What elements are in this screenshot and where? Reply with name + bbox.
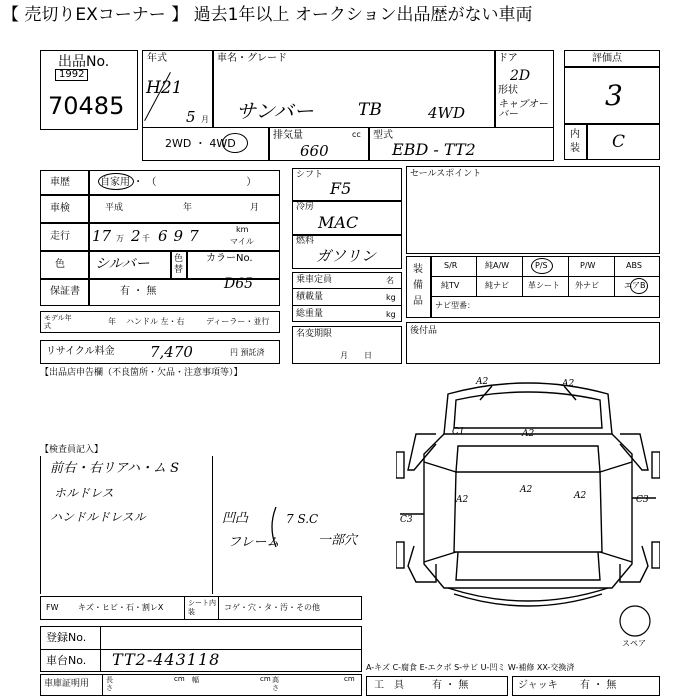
inspection-era: 平成 xyxy=(105,203,124,213)
inspector-note-6: 7 S.C xyxy=(286,512,319,526)
modelyear-label: モデル年式 xyxy=(44,314,72,330)
interior-value: C xyxy=(612,132,626,152)
fw-seat-items: コゲ・穴・タ・汚・その他 xyxy=(224,603,320,612)
color-no-label: カラーNo. xyxy=(206,253,253,264)
ac-value: MAC xyxy=(318,213,359,232)
chassis-value: TT2-443118 xyxy=(112,650,221,669)
car-name: サンバー xyxy=(236,99,314,123)
shape-label: 形状 xyxy=(498,85,518,96)
color-no-value: D65 xyxy=(224,276,254,292)
chassis-label: 車台No. xyxy=(46,654,87,667)
cert-len: 長さ xyxy=(106,676,113,692)
fw-label: FW xyxy=(46,603,59,612)
cert-wid-unit: cm xyxy=(260,675,271,683)
mileage-rest: 697 xyxy=(158,227,205,245)
capacity-unit: 名 xyxy=(386,276,394,285)
mark-a2-6: A2 xyxy=(574,491,587,501)
cert-hgt-unit: cm xyxy=(344,675,355,683)
mileage-sen: 2 xyxy=(131,227,141,245)
rating-label: 評価点 xyxy=(592,53,622,64)
mileage-sen-unit: 千 xyxy=(142,234,150,243)
equip-airbag-circle xyxy=(630,278,648,294)
displacement-unit: cc xyxy=(352,130,361,139)
equip-abs: ABS xyxy=(626,261,642,270)
car-label: 車名・グレード xyxy=(217,53,287,64)
inspector-header: 【検査員記入】 xyxy=(40,445,104,455)
equip-ps: P/S xyxy=(535,261,548,270)
fuel-value: ガソリン xyxy=(316,247,377,265)
bracket-mark xyxy=(266,505,278,549)
inspector-note-3: ハンドルドレスル xyxy=(50,510,146,524)
shift-value: F5 xyxy=(330,179,352,198)
mileage-label: 走行 xyxy=(50,231,70,242)
history-value: 自家用 ・ （ ） xyxy=(100,177,257,188)
drive-options: 2WD ・ 4WD xyxy=(165,137,236,150)
equip-tv: 純TV xyxy=(441,281,460,290)
rating-value: 3 xyxy=(605,79,623,112)
color-label: 色 xyxy=(55,259,65,270)
color-value: シルバー xyxy=(95,256,150,272)
mark-a2-3: A2 xyxy=(522,429,535,439)
warranty-value: 有 ・ 無 xyxy=(120,286,157,297)
modelyear-year: 年 xyxy=(108,317,116,326)
modelyear-handle: ハンドル 左・右 xyxy=(126,317,185,326)
year-label: 年式 xyxy=(147,53,167,64)
interior-label: 内装 xyxy=(570,129,580,154)
mileage-man-unit: 万 xyxy=(116,234,124,243)
color-change-label: 色替 xyxy=(174,254,184,275)
jack-label: ジャッキ xyxy=(518,680,558,691)
weight-label: 総重量 xyxy=(296,309,324,319)
inspection-year: 年 xyxy=(183,203,193,213)
inspector-note-7: 一部穴 xyxy=(318,533,358,548)
mark-c1: C1 xyxy=(452,427,465,437)
inspection-label: 車検 xyxy=(50,203,70,214)
equip-aw: 純A/W xyxy=(485,261,510,270)
deadline-label: 名変期限 xyxy=(296,329,333,339)
inspector-note-5: フレーム xyxy=(228,535,280,550)
fw-seat-label: シート内装 xyxy=(188,599,216,616)
lot-label: 出品No. xyxy=(58,54,110,70)
cert-wid: 幅 xyxy=(192,676,199,684)
mark-a2-5: A2 xyxy=(456,495,469,505)
history-circle xyxy=(98,173,134,190)
door-value: 2D xyxy=(510,68,531,84)
banner-title: 【 売切りEXコーナー 】 過去1年以上 オークション出品歴がない車両 xyxy=(2,5,533,25)
spare-tire-icon xyxy=(618,604,652,638)
displacement-value: 660 xyxy=(300,142,329,160)
car-drive: 4WD xyxy=(428,104,465,122)
inspection-month: 月 xyxy=(250,203,260,213)
load-unit: kg xyxy=(386,293,396,302)
lot-number: 70485 xyxy=(48,92,125,120)
year-month-unit: 月 xyxy=(201,115,209,124)
recycle-unit: 円 預託済 xyxy=(230,348,265,357)
displacement-label: 排気量 xyxy=(273,130,303,141)
attach-box xyxy=(406,322,660,364)
cert-label: 車庫証明用 xyxy=(44,679,90,689)
model-value: EBD - TT2 xyxy=(392,140,476,159)
mileage-man: 17 xyxy=(92,227,112,245)
attach-label: 後付品 xyxy=(410,326,438,336)
equipment-grid xyxy=(431,256,660,318)
sales-box xyxy=(406,166,660,254)
equip-ps-circle xyxy=(531,258,553,274)
recycle-label: リサイクル料金 xyxy=(46,346,115,357)
door-label: ドア xyxy=(498,53,518,64)
load-label: 積載量 xyxy=(296,292,324,302)
weight-unit: kg xyxy=(386,310,396,319)
jack-value: 有 ・ 無 xyxy=(580,680,617,691)
cert-len-unit: cm xyxy=(174,675,185,683)
sales-label: セールスポイント xyxy=(410,169,482,179)
year-month: 5 xyxy=(186,108,196,126)
car-diagram xyxy=(396,374,660,636)
cert-hgt: 高さ xyxy=(272,676,279,692)
equip-pw: P/W xyxy=(580,261,596,270)
equip-extnavi: 外ナビ xyxy=(575,281,599,290)
lot-sub: 1992 xyxy=(55,69,88,81)
spare-label: スペア xyxy=(622,639,646,648)
fuel-label: 燃料 xyxy=(296,236,315,246)
inspector-note-4: 凹凸 xyxy=(222,511,249,526)
year-era: H21 xyxy=(146,78,183,98)
fw-items: キズ・ヒビ・石・割レX xyxy=(78,603,164,612)
mark-a2-1: A2 xyxy=(476,377,489,387)
shape-value: キャブオーバー xyxy=(498,99,548,120)
history-label: 車歴 xyxy=(50,177,70,188)
notes-header: 【出品店申告欄（不良箇所・欠品・注意事項等）】 xyxy=(40,368,243,378)
shift-label: シフト xyxy=(296,170,324,180)
model-label: 型式 xyxy=(373,130,393,141)
mileage-km: km xyxy=(236,225,249,234)
modelyear-dealer: ディーラー・並行 xyxy=(206,317,270,326)
equip-navi: 純ナビ xyxy=(485,281,509,290)
recycle-value: 7,470 xyxy=(150,343,193,361)
capacity-label: 乗車定員 xyxy=(296,275,333,285)
warranty-label: 保証書 xyxy=(50,286,80,297)
drive-circle xyxy=(222,133,248,153)
deadline-unit: 月 日 xyxy=(340,351,372,360)
mark-c3-right: C3 xyxy=(636,495,649,505)
equipment-label: 装備品 xyxy=(413,264,423,307)
legend: A-キズ C-腐食 E-エクボ S-サビ U-凹ミ W-補修 XX-交換済 xyxy=(366,663,575,672)
mark-a2-4: A2 xyxy=(520,485,533,495)
inspector-note-1: 前右・右リアハ・ム S xyxy=(50,461,179,476)
equip-leather: 革シート xyxy=(528,281,560,290)
mark-a2-2: A2 xyxy=(562,379,575,389)
tools-label: 工 具 xyxy=(374,680,404,691)
equip-navi-model: ナビ型番： xyxy=(435,301,475,310)
inspector-note-2: ホルドレス xyxy=(54,486,114,500)
car-grade: TB xyxy=(358,100,382,120)
equip-sr: S/R xyxy=(444,261,458,270)
mark-c3-left: C3 xyxy=(400,515,413,525)
equip-airbag: エアB xyxy=(624,281,646,290)
reg-label: 登録No. xyxy=(46,631,87,644)
ac-label: 冷房 xyxy=(296,202,315,212)
mileage-mile: マイル xyxy=(230,237,254,246)
tools-value: 有 ・ 無 xyxy=(432,680,469,691)
